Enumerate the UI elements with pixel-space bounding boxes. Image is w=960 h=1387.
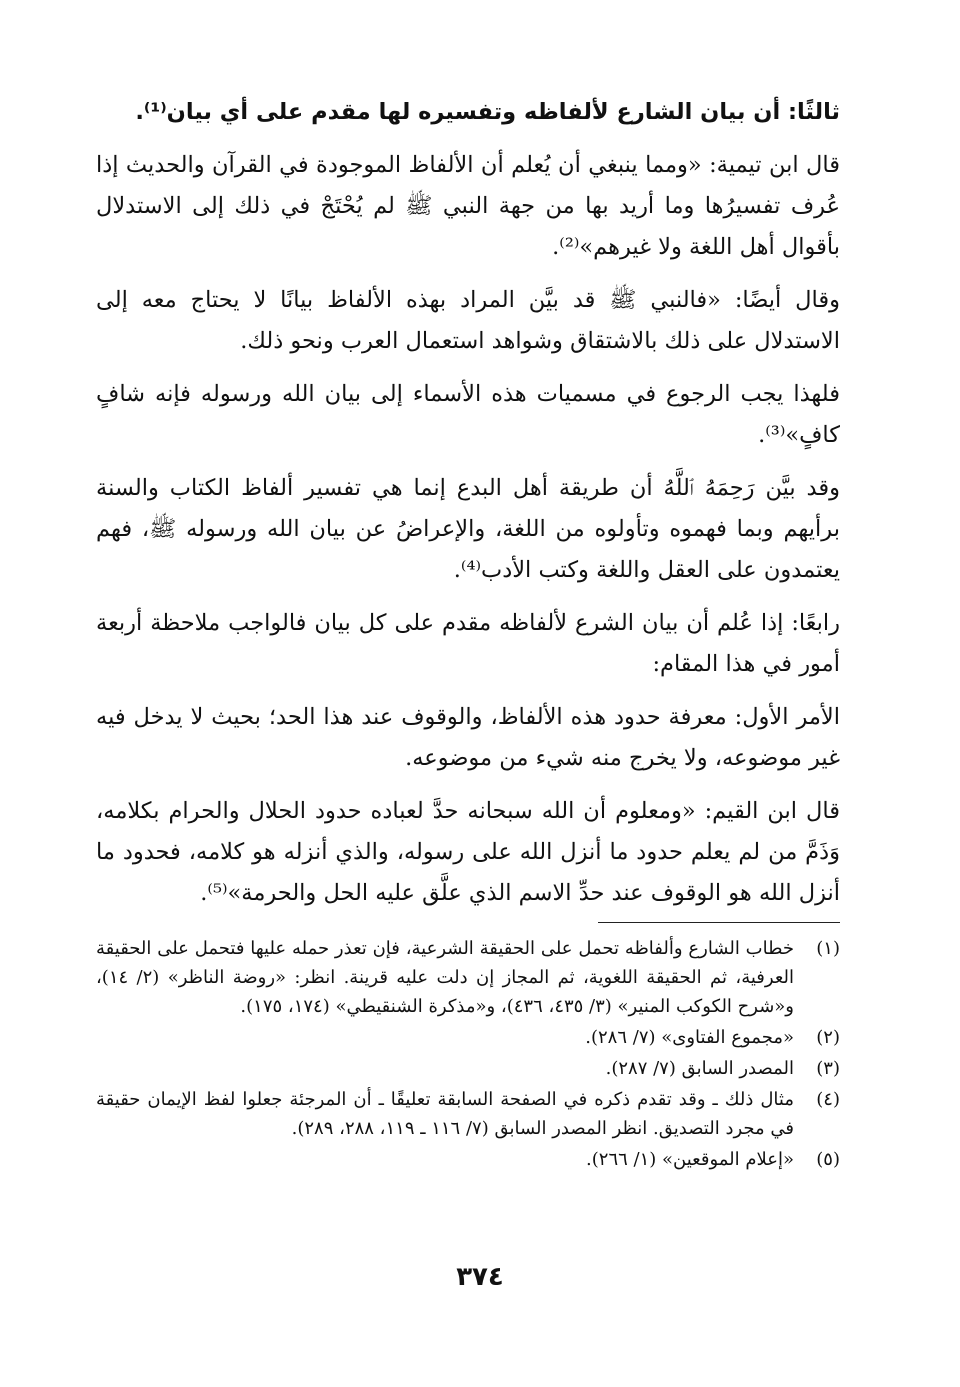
footnotes [96, 934, 840, 1176]
paragraph-fourth-point: رابعًا: إذا عُلم أن بيان الشرع لألفاظه مقدم على كل بيان فالواجب ملاحظة أربعة أمور في هذا المقام: [96, 610, 840, 677]
footnote [96, 1145, 840, 1174]
main-text [96, 92, 840, 926]
paragraph-people-of-innovation: وقد بيَّن رَحِمَهُ ٱللَّهُ أن طريقة أهل البدع إنما هي تفسير ألفاظ الكتاب والسنة برأيهم وبما فهموه وتأولوه من اللغة، والإعراضُ عن بيان الله ورسوله ﷺ، فهم يعتمدون على العقل واللغة وكتب الأدب⁽⁴⁾. [96, 475, 840, 583]
footnote [96, 1023, 840, 1052]
page-number: ٣٧٤ [456, 1262, 504, 1292]
footnote [96, 934, 840, 1021]
paragraph-ibn-taymiyyah-quote: قال ابن تيمية: «ومما ينبغي أن يُعلم أن الألفاظ الموجودة في القرآن والحديث إذا عُرف تفسيرُها وما أريد بها من جهة النبي ﷺ لم يُحْتَجْ في ذلك إلى الاستدلال بأقوال أهل اللغة ولا غيرهم»⁽²⁾. [96, 152, 840, 260]
heading-third: ثالثًا: أن بيان الشارع لألفاظه وتفسيره لها مقدم على أي بيان⁽¹⁾. [135, 99, 840, 125]
paragraph-third-point [96, 92, 840, 133]
footnote-text: «مجموع الفتاوى» (٧/ ٢٨٦). [585, 1027, 794, 1048]
footnote-text: خطاب الشارع وألفاظه تحمل على الحقيقة الشرعية، فإن تعذر حمله عليها فتحمل على الحقيقة العرفية، ثم الحقيقة اللغوية، ثم المجاز إن دلت عليه قرينة. انظر: «روضة الناظر» (٢/ ١٤)، و«شرح الكوكب المنير» (٣/ ٤٣٥، ٤٣٦)، و«مذكرة الشنقيطي» (١٧٤، ١٧٥). [96, 938, 794, 1017]
footnote-number: (٢) [816, 1027, 840, 1048]
footnote [96, 1085, 840, 1143]
footnote-text: مثال ذلك ـ وقد تقدم ذكره في الصفحة السابقة تعليقًا ـ أن المرجئة جعلوا لفظ الإيمان حقيقة في مجرد التصديق. انظر المصدر السابق (٧/ ١١٦ ـ ١١٩، ٢٨٨، ٢٨٩). [96, 1089, 794, 1139]
paragraph-ibn-qayyim-quote: قال ابن القيم: «ومعلوم أن الله سبحانه حدَّ لعباده حدود الحلال والحرام بكلامه، وَذَمَّ من لم يعلم حدود ما أنزل الله على رسوله، والذي أنزله هو كلامه، فحدود ما أنزل الله هو الوقوف عند حدِّ الاسم الذي علَّق عليه الحل والحرمة»⁽⁵⁾. [96, 798, 840, 906]
footnote [96, 1054, 840, 1083]
footnote-number: (٣) [816, 1058, 840, 1079]
footnote-number: (٥) [816, 1149, 840, 1170]
footnote-number: (١) [816, 938, 840, 959]
footnote-separator [598, 922, 840, 923]
paragraph-therefore: فلهذا يجب الرجوع في مسميات هذه الأسماء إلى بيان الله ورسوله فإنه شافٍ كافٍ»⁽³⁾. [96, 381, 840, 448]
footnote-text: «إعلام الموقعين» (١/ ٢٦٦). [586, 1149, 794, 1170]
paragraph-first-matter: الأمر الأول: معرفة حدود هذه الألفاظ، والوقوف عند هذا الحد؛ بحيث لا يدخل فيه غير موضوعه، ولا يخرج منه شيء من موضوعه. [96, 704, 840, 771]
footnote-number: (٤) [816, 1089, 840, 1110]
paragraph-also-said: وقال أيضًا: «فالنبي ﷺ قد بيَّن المراد بهذه الألفاظ بيانًا لا يحتاج معه إلى الاستدلال على ذلك بالاشتقاق وشواهد استعمال العرب ونحو ذلك. [96, 287, 840, 354]
footnote-text: المصدر السابق (٧/ ٢٨٧). [605, 1058, 794, 1079]
